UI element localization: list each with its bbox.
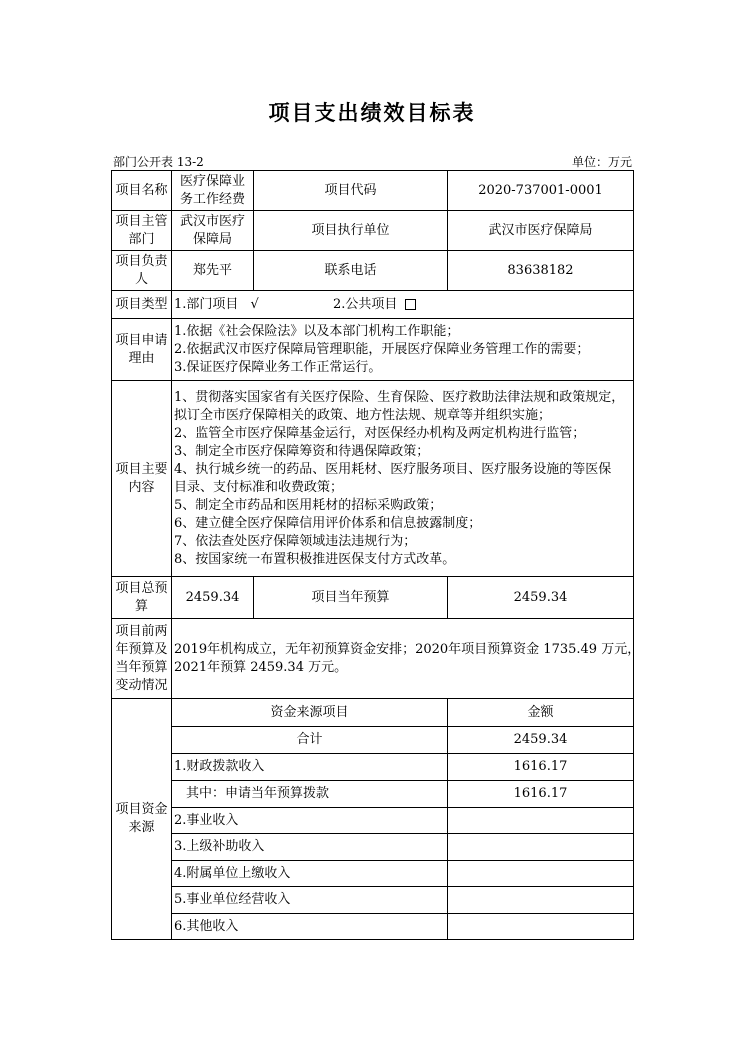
funding-item-name: 6.其他收入 [172,914,448,940]
content-line: 2、监管全市医疗保障基金运行，对医保经办机构及两定机构进行监管； [174,425,586,441]
content-line: 6、建立健全医疗保障信用评价体系和信息披露制度； [174,515,482,531]
changes-line: 2019年机构成立，无年初预算资金安排；2020年项目预算资金 1735.49 万元， [174,641,641,657]
basis-line: 3.保证医疗保障业务工作正常运行。 [174,359,382,375]
content-line: 4、执行城乡统一的药品、医用耗材、医疗服务项目、医疗服务设施的等医保 [174,461,612,477]
form-number: 部门公开表 13-2 [113,155,204,169]
funding-item-name: 合计 [172,727,448,754]
year-budget-label: 项目当年预算 [254,577,448,619]
funding-item-amount [448,914,634,940]
type-label: 项目类型 [112,291,172,319]
project-code-label: 项目代码 [254,171,448,211]
dept-label: 项目主管部门 [112,211,172,251]
funding-item-amount: 2459.34 [448,727,634,754]
basis-line: 1.依据《社会保险法》以及本部门机构工作职能； [174,323,460,339]
project-code-value: 2020-737001-0001 [448,171,634,211]
page-title: 项目支出绩效目标表 [268,100,476,125]
funding-item-name: 5.事业单位经营收入 [172,887,448,914]
owner-value: 郑先平 [172,251,254,291]
funding-item-amount [448,808,634,834]
funding-item-name: 1.财政拨款收入 [172,754,448,781]
funding-source-header: 资金来源项目 [172,699,448,727]
funding-item-amount [448,887,634,914]
funding-item-amount: 1616.17 [448,781,634,808]
basis-label: 项目申请理由 [112,319,172,381]
project-name-value: 医疗保障业务工作经费 [172,171,254,211]
funding-item-amount [448,861,634,887]
total-budget-value: 2459.34 [172,577,254,619]
content-line: 3、制定全市医疗保障筹资和待遇保障政策； [174,443,430,459]
performance-table [111,170,641,940]
funding-item-name: 3.上级补助收入 [172,834,448,861]
exec-unit-label: 项目执行单位 [254,211,448,251]
exec-unit-value: 武汉市医疗保障局 [448,211,634,251]
type-option-dept: 1.部门项目 [174,296,239,312]
project-name-label: 项目名称 [112,171,172,211]
type-options [172,291,634,319]
content-label: 项目主要内容 [112,381,172,577]
owner-label: 项目负责人 [112,251,172,291]
funding-item-name: 4.附属单位上缴收入 [172,861,448,887]
content-line: 拟订全市医疗保障相关的政策、地方性法规、规章等并组织实施； [174,407,552,423]
changes-label: 项目前两年预算及当年预算变动情况 [112,619,172,699]
funding-item-amount: 1616.17 [448,754,634,781]
changes-line: 2021年预算 2459.34 万元。 [174,659,348,675]
year-budget-value: 2459.34 [448,577,634,619]
checkbox-icon [405,299,416,310]
basis-line: 2.依据武汉市医疗保障局管理职能，开展医疗保障业务管理工作的需要； [174,341,590,357]
changes-text [172,619,641,699]
phone-label: 联系电话 [254,251,448,291]
dept-value: 武汉市医疗保障局 [172,211,254,251]
type-option-public: 2.公共项目 [332,296,398,312]
funding-label: 项目资金来源 [112,699,172,940]
content-line: 1、贯彻落实国家省有关医疗保险、生育保险、医疗救助法律法规和政策规定， [174,389,625,405]
phone-value: 83638182 [448,251,634,291]
content-line: 5、制定全市药品和医用耗材的招标采购政策； [174,497,443,513]
check-mark-icon: √ [250,296,259,312]
content-text [172,381,634,577]
content-line: 目录、支付标准和收费政策； [174,479,344,495]
content-line: 7、依法查处医疗保障领域违法违规行为； [174,533,417,549]
funding-item-amount [448,834,634,861]
funding-amount-header: 金额 [448,699,634,727]
content-line: 8、按国家统一布置积极推进医保支付方式改革。 [174,551,456,567]
funding-item-name: 2.事业收入 [172,808,448,834]
unit-label: 单位：万元 [571,155,632,169]
basis-text [172,319,634,381]
total-budget-label: 项目总预算 [112,577,172,619]
funding-item-name: 其中：申请当年预算拨款 [172,781,448,808]
